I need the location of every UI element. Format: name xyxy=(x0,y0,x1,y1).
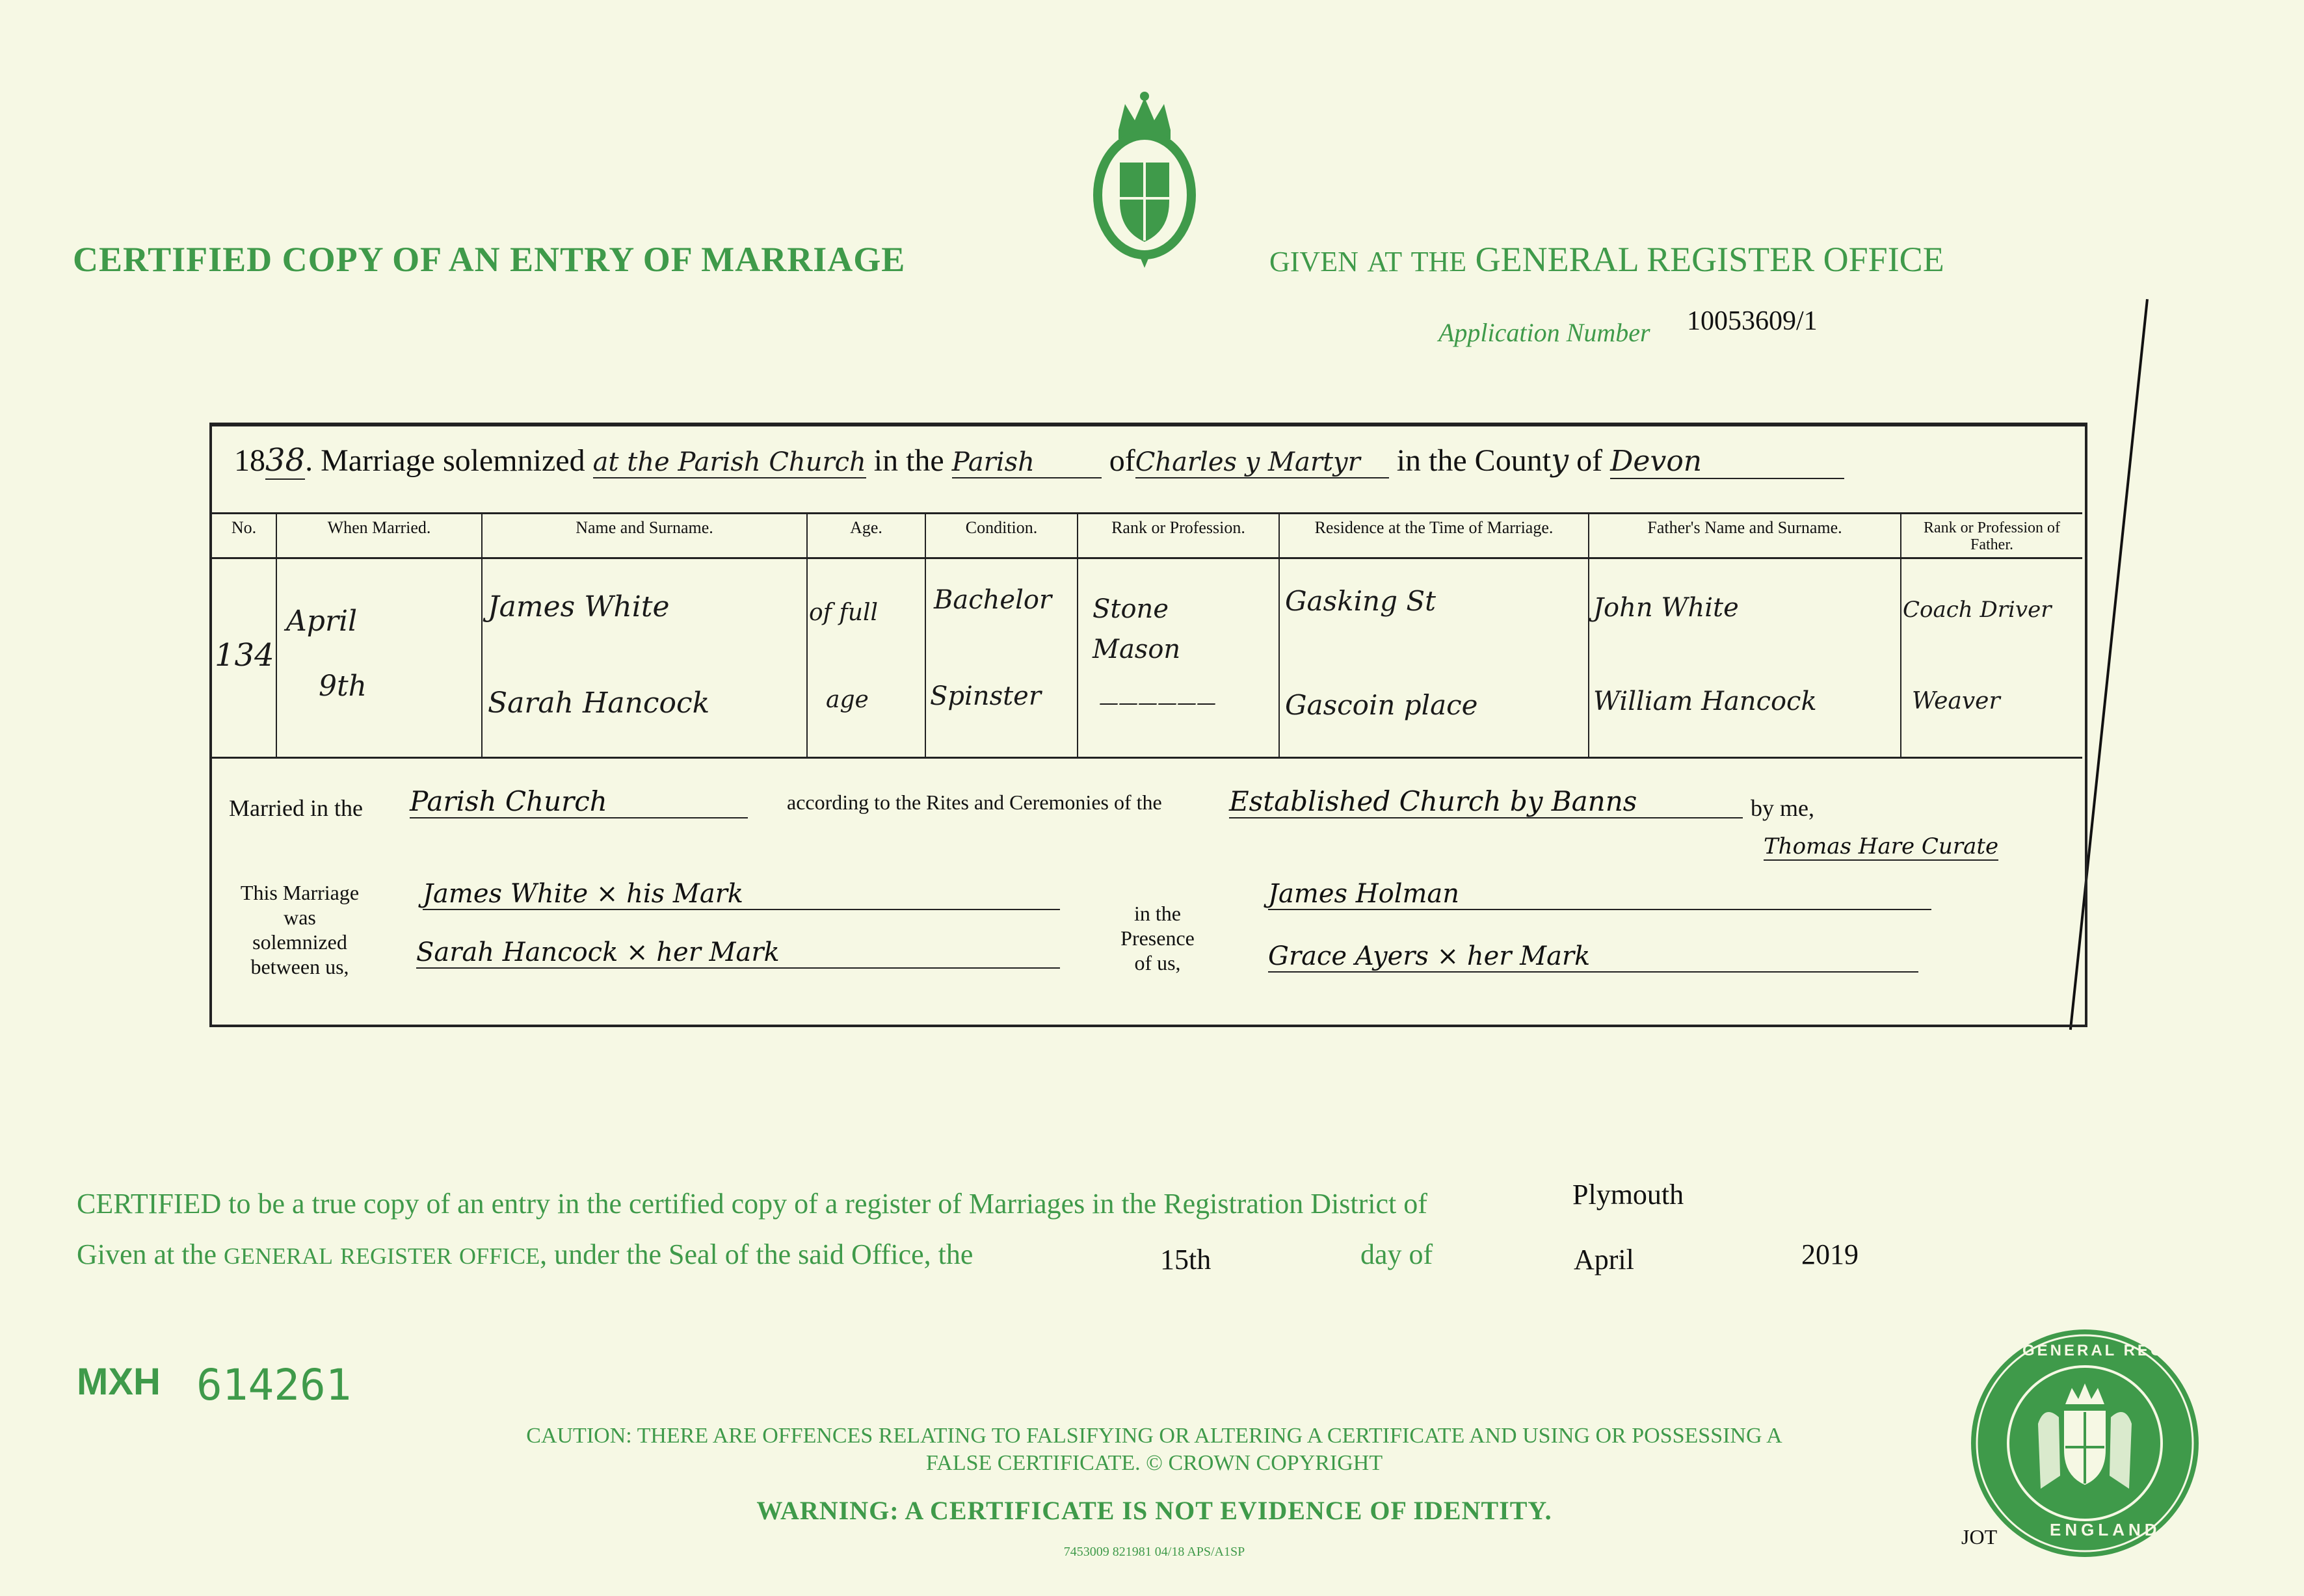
column-header: When Married. xyxy=(276,514,481,557)
rites-label: according to the Rites and Ceremonies of the xyxy=(787,791,1162,814)
groom-age: of full xyxy=(809,599,878,626)
column-divider xyxy=(1900,555,1901,757)
married-in-label: Married in the xyxy=(229,795,363,821)
column-divider xyxy=(925,555,926,757)
entry-number: 134 xyxy=(215,637,274,674)
church-name: Parish Church xyxy=(410,785,748,818)
place-type: at the Parish Church xyxy=(592,447,866,477)
column-header: Rank or Profession. xyxy=(1077,514,1278,557)
column-header: Name and Surname. xyxy=(481,514,806,557)
groom-signature: James White × his Mark xyxy=(423,879,1060,910)
application-number-label: Application Number xyxy=(1438,318,1650,347)
column-divider xyxy=(1588,555,1589,757)
certification-statement: CERTIFIED to be a true copy of an entry in the certified copy of a register of Marriages in the Registration District of xyxy=(77,1188,1427,1220)
column-header: Father's Name and Surname. xyxy=(1588,514,1900,557)
this-marriage-label: This Marriage was solemnized between us, xyxy=(240,881,360,978)
in-presence-label: in the Presence of us, xyxy=(1120,902,1195,975)
caution-notice: CAUTION: THERE ARE OFFENCES RELATING TO FALSIFYING OR ALTERING A CERTIFICATE AND USING OR POSSESSING A FALSE CERTIFICATE. © CROWN COPYRIGHT xyxy=(526,1424,1782,1475)
certified-year: 2019 xyxy=(1801,1238,1859,1270)
serial-prefix: MXH xyxy=(77,1361,161,1403)
column-header: Condition. xyxy=(925,514,1077,557)
registration-district: Plymouth xyxy=(1572,1179,1684,1210)
witness-2-signature: Grace Ayers × her Mark xyxy=(1268,941,1918,973)
parish-name: Charles y Martyr xyxy=(1135,447,1389,478)
column-header: Residence at the Time of Marriage. xyxy=(1278,514,1588,557)
groom-name: James White xyxy=(488,590,670,623)
bride-signature: Sarah Hancock × her Mark xyxy=(416,937,1060,969)
bride-age: age xyxy=(826,687,869,713)
bride-condition: Spinster xyxy=(930,681,1041,711)
column-header: Rank or Profession of Father. xyxy=(1900,514,2082,557)
registrar-initials: JOT xyxy=(1961,1525,1998,1549)
application-number: 10053609/1 xyxy=(1687,306,1818,336)
certified-month: April xyxy=(1574,1244,1634,1275)
county-name: Devon xyxy=(1610,445,1844,479)
year-suffix: 38 xyxy=(265,442,306,478)
bride-father-profession: Weaver xyxy=(1912,688,2000,714)
groom-father-profession: Coach Driver xyxy=(1903,597,2052,623)
certified-day: 15th xyxy=(1160,1244,1212,1275)
royal-crest-icon xyxy=(1073,91,1216,273)
issuing-office-title: GIVEN AT THE GENERAL REGISTER OFFICE xyxy=(1269,240,1944,279)
register-column-headers xyxy=(212,512,2082,559)
groom-residence: Gasking St xyxy=(1285,585,1436,617)
register-heading-line: 1838. Marriage solemnized at the Parish Church in the Parish ofCharles y Martyr in the County of Devon xyxy=(234,442,1844,480)
document-title: CERTIFIED COPY OF AN ENTRY OF MARRIAGE xyxy=(73,240,906,279)
day-of-label: day of xyxy=(1360,1238,1433,1270)
witness-1-signature: James Holman xyxy=(1268,879,1931,910)
groom-father-name: John White xyxy=(1593,593,1739,623)
bride-father-name: William Hancock xyxy=(1593,687,1817,716)
column-divider xyxy=(1278,555,1280,757)
rites-value: Established Church by Banns xyxy=(1229,785,1743,818)
column-divider xyxy=(1077,555,1078,757)
when-married: April xyxy=(286,605,358,638)
officiant-signature: Thomas Hare Curate xyxy=(1764,833,1999,859)
bride-profession: —————— xyxy=(1099,692,1216,714)
seal-ring-bottom-text: ENGLAND xyxy=(2050,1520,2161,1539)
column-divider xyxy=(481,555,483,757)
column-divider xyxy=(276,555,277,757)
parish-word: Parish xyxy=(952,447,1102,478)
groom-condition: Bachelor xyxy=(934,585,1052,615)
column-header: No. xyxy=(231,518,257,537)
groom-profession: Stone Mason xyxy=(1092,594,1181,664)
column-divider xyxy=(806,555,808,757)
by-me-label: by me, xyxy=(1751,795,1814,821)
seal-ring-top-text: GENERAL REGISTER OFFICE xyxy=(2022,1342,2304,1359)
print-code: 7453009 821981 04/18 APS/A1SP xyxy=(1063,1545,1245,1559)
bride-residence: Gascoin place xyxy=(1285,689,1478,721)
given-at-statement: Given at the GENERAL REGISTER OFFICE, under the Seal of the said Office, the xyxy=(77,1238,973,1270)
entry-bottom-rule xyxy=(212,757,2082,759)
identity-warning: WARNING: A CERTIFICATE IS NOT EVIDENCE OF IDENTITY. xyxy=(756,1496,1552,1525)
column-header: Age. xyxy=(806,514,925,557)
bride-name: Sarah Hancock xyxy=(488,687,710,720)
serial-number: 614261 xyxy=(196,1360,352,1410)
when-married-day: 9th xyxy=(319,670,367,703)
